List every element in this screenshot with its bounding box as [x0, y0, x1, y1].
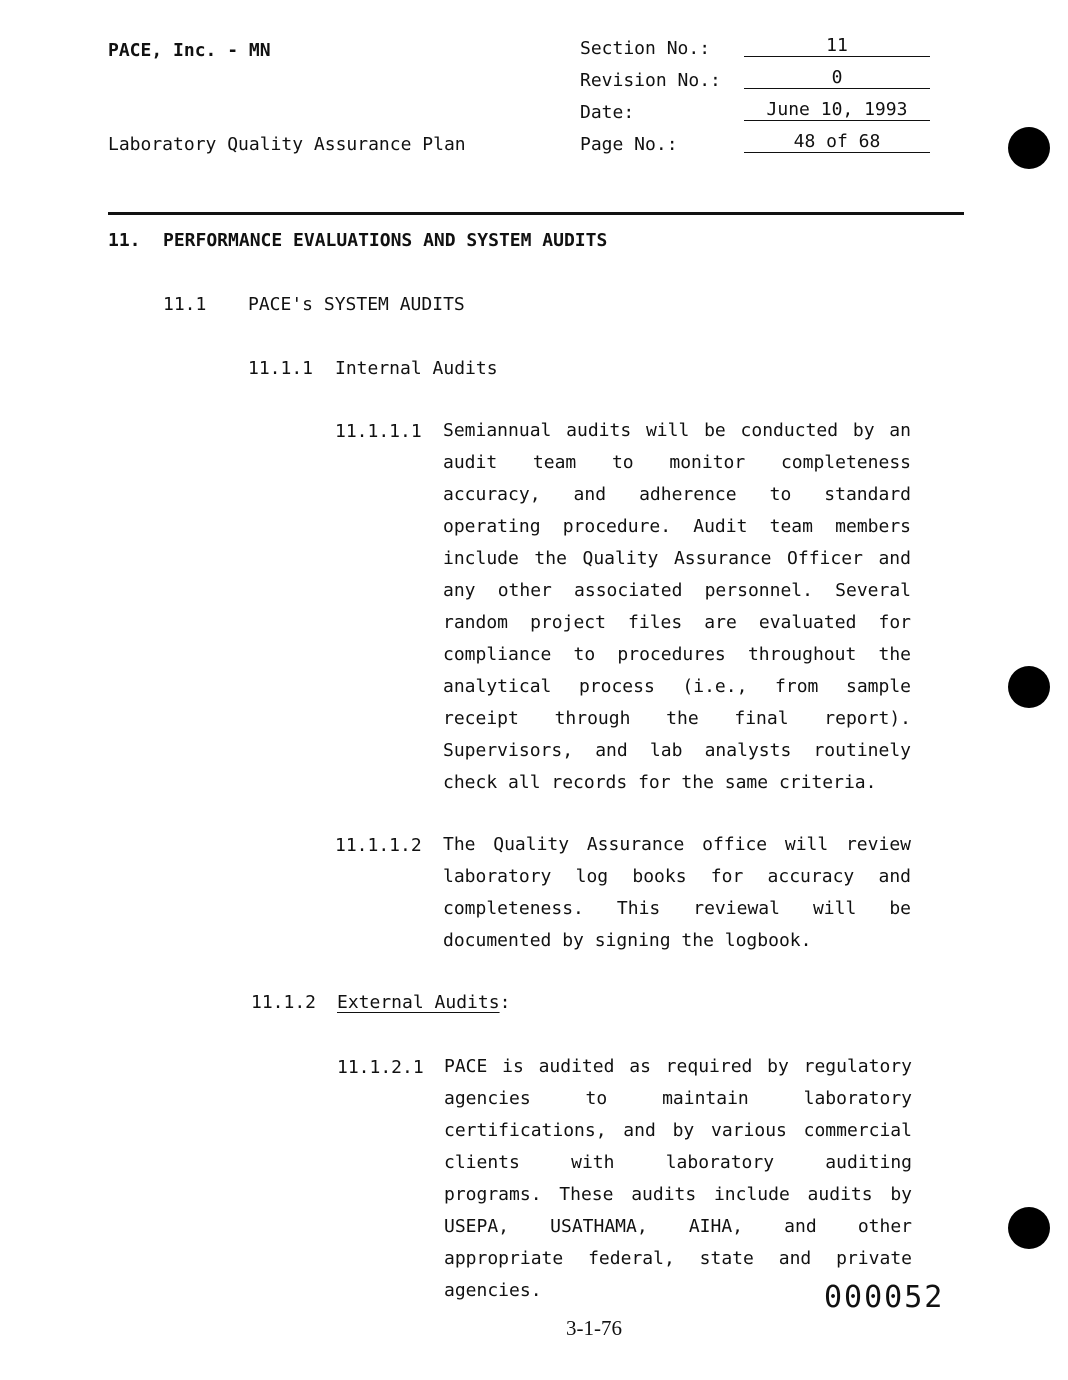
item-number: 11.1.2.1 [337, 1057, 424, 1078]
paragraph-line: compliance to procedures throughout the [443, 644, 911, 665]
binder-hole-icon [1008, 666, 1050, 708]
paragraph-line: certifications, and by various commercial [444, 1120, 912, 1141]
paragraph-line: agencies to maintain laboratory [444, 1088, 912, 1109]
section-number: 11. [108, 230, 141, 251]
paragraph-line: appropriate federal, state and private [444, 1248, 912, 1269]
paragraph-line: PACE is audited as required by regulatory [444, 1056, 912, 1077]
paragraph-line: The Quality Assurance office will review [443, 834, 911, 855]
paragraph-line: receipt through the final report). [443, 708, 911, 729]
bates-number: 000052 [824, 1280, 945, 1315]
page-label: Page No.: [580, 134, 678, 155]
external-audits-number: 11.1.2 [251, 992, 317, 1013]
paragraph-line: check all records for the same criteria. [443, 772, 877, 793]
paragraph-line: audit team to monitor completeness [443, 452, 911, 473]
internal-audits-title: Internal Audits [335, 358, 498, 379]
paragraph-line: Supervisors, and lab analysts routinely [443, 740, 911, 761]
external-audits-heading [337, 992, 510, 1013]
paragraph-line: agencies. [444, 1280, 542, 1301]
page-value: 48 of 68 [744, 132, 930, 153]
item-paragraph [444, 1051, 912, 1307]
external-audits-title: External Audits [337, 992, 500, 1013]
paragraph-line: clients with laboratory auditing [444, 1152, 912, 1173]
section-value: 11 [744, 36, 930, 57]
revision-label: Revision No.: [580, 70, 721, 91]
paragraph-line: any other associated personnel. Several [443, 580, 911, 601]
paragraph-line: random project files are evaluated for [443, 612, 911, 633]
page-footer: 3-1-76 [566, 1316, 622, 1340]
paragraph-line: Semiannual audits will be conducted by an [443, 420, 911, 441]
binder-hole-icon [1008, 1207, 1050, 1249]
date-value: June 10, 1993 [744, 100, 930, 121]
subsection-title: PACE's SYSTEM AUDITS [248, 294, 465, 315]
item-number: 11.1.1.1 [335, 421, 422, 442]
section-title: PERFORMANCE EVALUATIONS AND SYSTEM AUDITS [163, 230, 608, 251]
item-number: 11.1.1.2 [335, 835, 422, 856]
paragraph-line: include the Quality Assurance Officer and [443, 548, 911, 569]
revision-value: 0 [744, 68, 930, 89]
paragraph-line: programs. These audits include audits by [444, 1184, 912, 1205]
paragraph-line: laboratory log books for accuracy and [443, 866, 911, 887]
binder-hole-icon [1008, 127, 1050, 169]
section-label: Section No.: [580, 38, 711, 59]
internal-audits-number: 11.1.1 [248, 358, 314, 379]
header-rule [108, 212, 964, 215]
item-paragraph [443, 829, 911, 957]
paragraph-line: analytical process (i.e., from sample [443, 676, 911, 697]
paragraph-line: accuracy, and adherence to standard [443, 484, 911, 505]
paragraph-line: USEPA, USATHAMA, AIHA, and other [444, 1216, 912, 1237]
company-name: PACE, Inc. - MN [108, 40, 271, 61]
date-label: Date: [580, 102, 635, 123]
plan-title: Laboratory Quality Assurance Plan [108, 134, 466, 155]
paragraph-line: documented by signing the logbook. [443, 930, 812, 951]
paragraph-line: completeness. This reviewal will be [443, 898, 911, 919]
subsection-number: 11.1 [163, 294, 207, 315]
external-audits-colon: : [499, 992, 511, 1013]
item-paragraph [443, 415, 911, 799]
paragraph-line: operating procedure. Audit team members [443, 516, 911, 537]
